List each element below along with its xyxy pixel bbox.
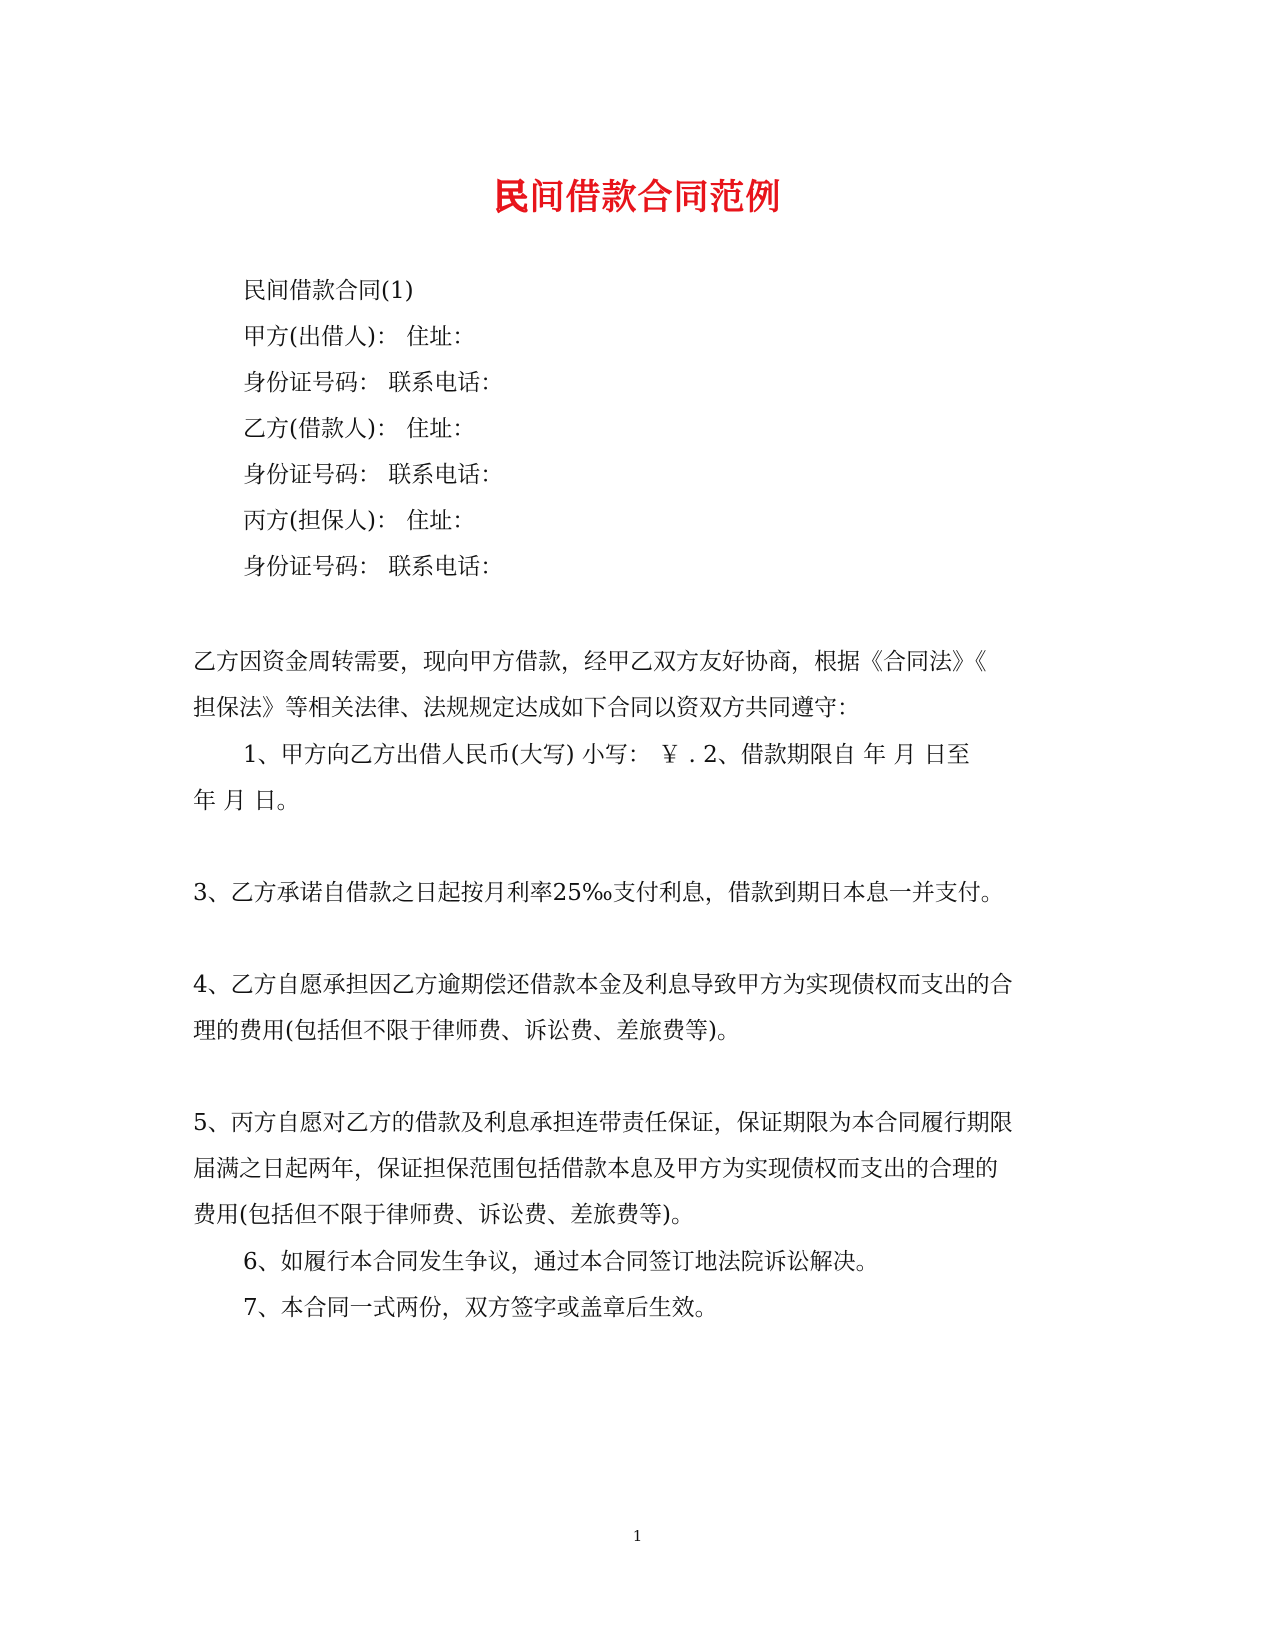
document-title xyxy=(0,176,1275,220)
party-c-line: 丙方(担保人)： 住址： xyxy=(243,508,476,534)
clause-4-line-2: 理的费用(包括但不限于律师费、诉讼费、差旅费等)。 xyxy=(193,1018,740,1044)
clause-4-line-1: 4、乙方自愿承担因乙方逾期偿还借款本金及利息导致甲方为实现债权而支出的合 xyxy=(193,972,1013,998)
clause-3: 3、乙方承诺自借款之日起按月利率25‰支付利息，借款到期日本息一并支付。 xyxy=(193,880,1004,906)
clause-7: 7、本合同一式两份，双方签字或盖章后生效。 xyxy=(243,1295,718,1321)
title-first-char: 民 xyxy=(493,177,530,218)
party-a-id-line: 身份证号码： 联系电话： xyxy=(243,370,504,396)
preamble-line-2: 担保法》等相关法律、法规规定达成如下合同以资双方共同遵守： xyxy=(193,695,860,721)
page-number: 1 xyxy=(632,1527,643,1545)
clause-1-2-line-1: 1、甲方向乙方出借人民币(大写) 小写： ￥ . 2、借款期限自 年 月 日至 xyxy=(243,742,970,768)
title-rest: 间借款合同范例 xyxy=(529,177,782,218)
party-b-line: 乙方(借款人)： 住址： xyxy=(243,416,476,442)
clause-5-line-3: 费用(包括但不限于律师费、诉讼费、差旅费等)。 xyxy=(193,1202,694,1228)
preamble-line-1: 乙方因资金周转需要，现向甲方借款，经甲乙双方友好协商，根据《合同法》《 xyxy=(193,649,987,675)
party-c-id-line: 身份证号码： 联系电话： xyxy=(243,554,504,580)
clause-5-line-1: 5、丙方自愿对乙方的借款及利息承担连带责任保证，保证期限为本合同履行期限 xyxy=(193,1110,1013,1136)
clause-1-2-line-2: 年 月 日。 xyxy=(193,788,300,814)
clause-5-line-2: 届满之日起两年，保证担保范围包括借款本息及甲方为实现债权而支出的合理的 xyxy=(193,1156,998,1182)
clause-6: 6、如履行本合同发生争议，通过本合同签订地法院诉讼解决。 xyxy=(243,1249,879,1275)
contract-heading: 民间借款合同(1) xyxy=(243,278,414,304)
party-b-id-line: 身份证号码： 联系电话： xyxy=(243,462,504,488)
party-a-line: 甲方(出借人)： 住址： xyxy=(243,324,476,350)
